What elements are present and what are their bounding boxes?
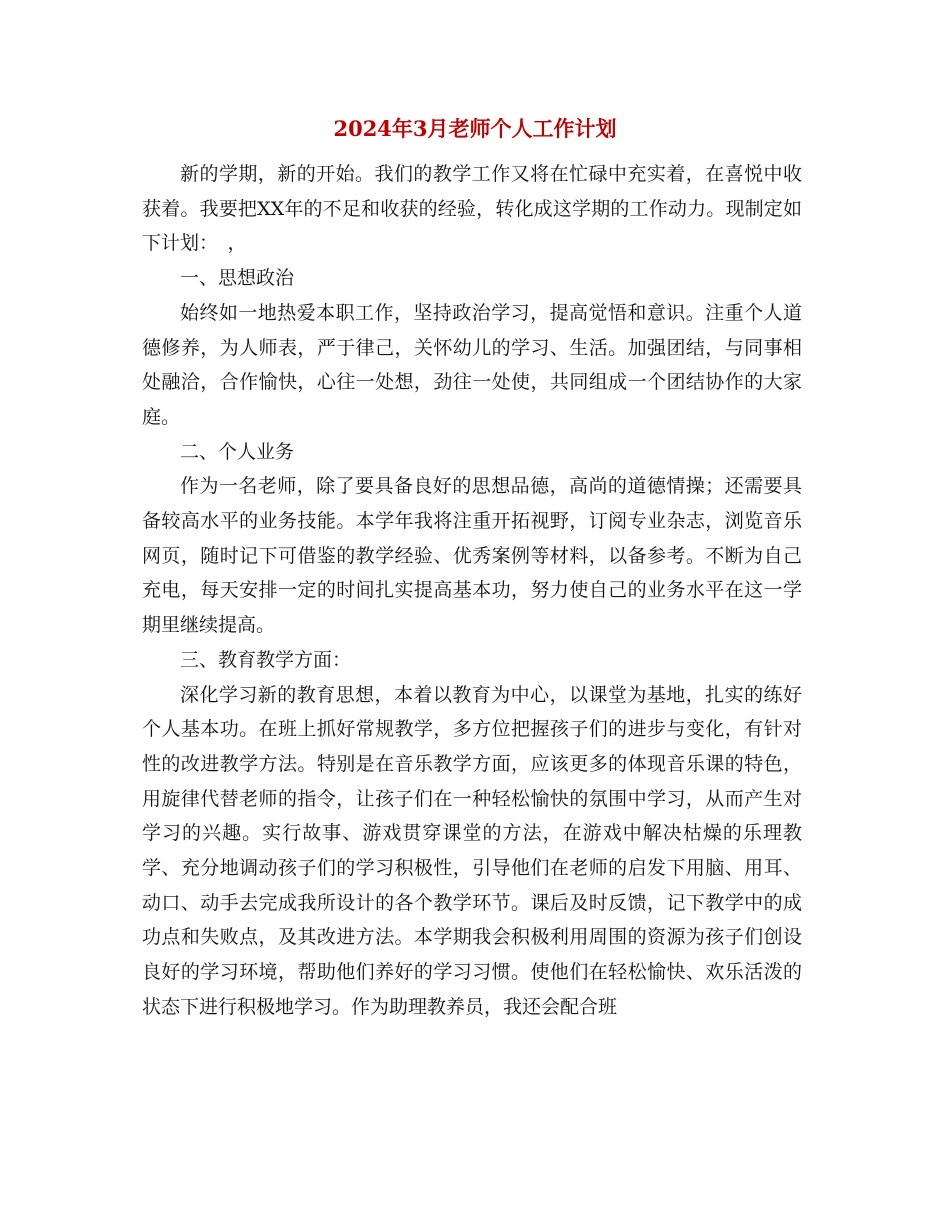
document-body (142, 157, 802, 1025)
section-heading-business: 二、个人业务 (180, 440, 295, 463)
section-heading-politics: 一、思想政治 (180, 267, 295, 290)
document-title: 2024年3月老师个人工作计划 (333, 116, 617, 141)
paragraph-politics: 始终如一地热爱本职工作，坚持政治学习，提高觉悟和意识。注重个人道德修养，为人师表，严于律己，关怀幼儿的学习、生活。加强团结，与同事相处融洽，合作愉快，心往一处想，劲往一处使，共同组成一个团结协作的大家庭。 (142, 301, 802, 428)
section-heading-teaching: 三、教育教学方面： (180, 648, 352, 671)
paragraph-teaching: 深化学习新的教育思想，本着以教育为中心，以课堂为基地，扎实的练好个人基本功。在班上抓好常规教学，多方位把握孩子们的进步与变化，有针对性的改进教学方法。特别是在音乐教学方面，应该更多的体现音乐课的特色，用旋律代替老师的指令，让孩子们在一种轻松愉快的氛围中学习，从而产生对学习的兴趣。实行故事、游戏贯穿课堂的方法，在游戏中解决枯燥的乐理教学、充分地调动孩子们的学习积极性，引导他们在老师的启发下用脑、用耳、动口、动手去完成我所设计的各个教学环节。课后及时反馈，记下教学中的成功点和失败点，及其改进方法。本学期我会积极利用周围的资源为孩子们创设良好的学习环境，帮助他们养好的学习习惯。使他们在轻松愉快、欢乐活泼的状态下进行积极地学习。作为助理教养员，我还会配合班 (142, 683, 802, 1018)
paragraph-intro: 新的学期，新的开始。我们的教学工作又将在忙碌中充实着，在喜悦中收获着。我要把XX年的不足和收获的经验，转化成这学期的工作动力。现制定如下计划： ， (142, 163, 802, 255)
paragraph-business: 作为一名老师，除了要具备良好的思想品德，高尚的道德情操；还需要具备较高水平的业务技能。本学年我将注重开拓视野，订阅专业杂志，浏览音乐网页，随时记下可借鉴的教学经验、优秀案例等材料，以备参考。不断为自己充电，每天安排一定的时间扎实提高基本功，努力使自己的业务水平在这一学期里继续提高。 (142, 475, 802, 637)
